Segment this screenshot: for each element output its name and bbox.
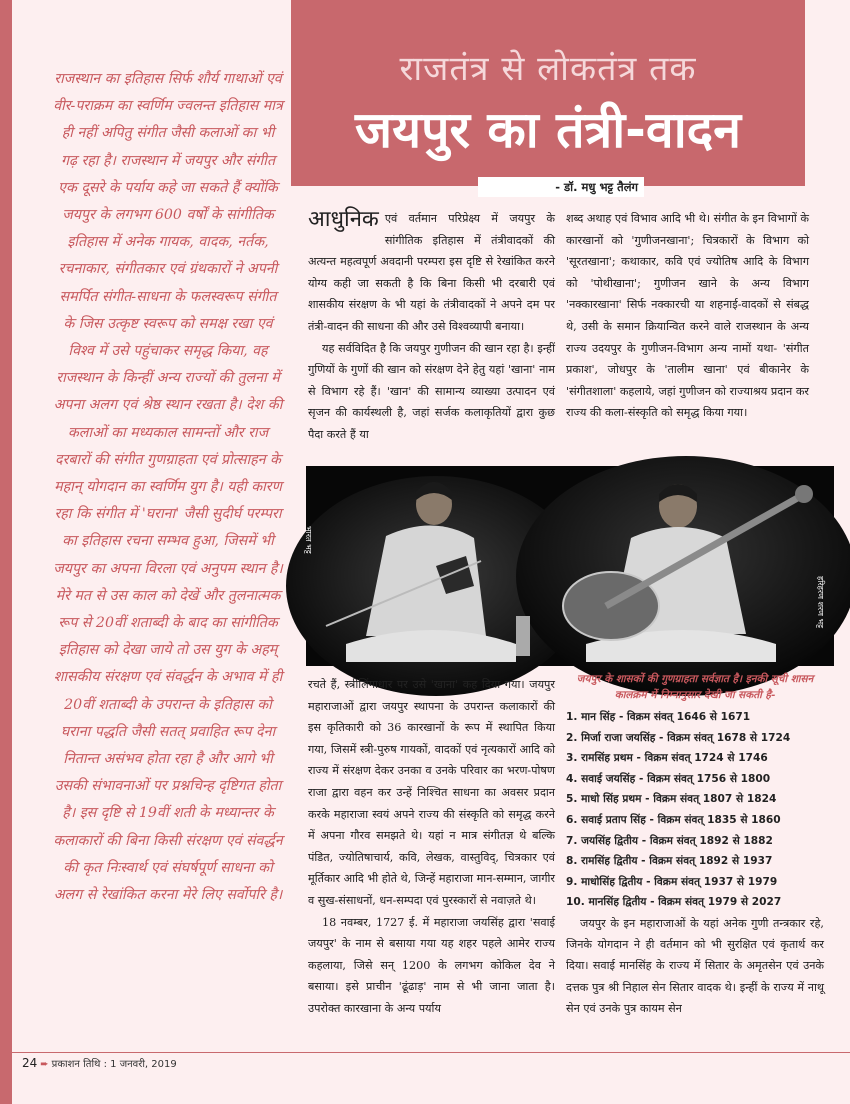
rulers-list	[566, 707, 824, 913]
page-footer	[22, 1056, 177, 1070]
list-item: 9. माधोसिंह द्वितीय - विक्रम संवत् 1937 से 1979	[566, 875, 778, 888]
closing-text	[566, 913, 824, 1019]
paragraph	[308, 208, 555, 338]
photo-credit-left: भारत भट्ट	[304, 526, 313, 554]
footer-rule	[0, 1052, 850, 1053]
list-item: 3. रामसिंह प्रथम - विक्रम संवत् 1724 से 1746	[566, 752, 768, 765]
water-bottle	[516, 616, 530, 656]
list-item: 5. माधो सिंह प्रथम - विक्रम संवत् 1807 से 1824	[566, 793, 777, 806]
left-pull-column: राजस्थान का इतिहास सिर्फ शौर्य गाथाओं एवं वीर-पराक्रम का स्वर्णिम ज्वलन्त इतिहास मात्र ही नहीं अपितु संगीत जैसी कलाओं का भी गढ़ रहा है। राजस्थान में जयपुर और संगीत एक दूसरे के पर्याय कहे जा सकते हैं क्योंकि जयपुर के लगभग 600 वर्षों के सांगीतिक इतिहास में अनेक गायक, वादक, नर्तक, रचनाकार, संगीतकार एवं ग्रंथकारों ने अपनी समर्पित संगीत-साधना के फलस्वरूप संगीत के जिस उत्कृष्ट स्वरूप को समक्ष रखा एवं विश्व में उसे पहुंचाकर समृद्ध किया, वह राजस्थान के किन्हीं अन्य राज्यों की तुलना में अपना अलग एवं श्रेष्ठ स्थान रखता है। देश की कलाओं का मध्यकाल सामन्तों और राज दरबारों की संगीत गुणग्राहता एवं प्रोत्साहन के महान् योगदान का स्वर्णिम युग है। यही कारण रहा कि संगीत में 'घराना' जैसी सुदीर्घ परम्परा का इतिहास रचना सम्भव हुआ, जिसमें भी जयपुर का अपना विरला एवं अनुपम स्थान है। मेरे मत से उस काल को देखें और तुलनात्मक रूप से 20वीं शताब्दी के बाद का सांगीतिक इतिहास को देखा जाये तो उस युग के अहम् शासकीय संरक्षण एवं संवर्द्धन के अभाव में ही 20वीं शताब्दी के उपरान्त के इतिहास को घराना पद्धति जैसी सतत् प्रवाहित रूप देना नितान्त असंभव होता रहा है और आगे भी उसकी संभावनाओं पर प्रश्नचिन्ह दृष्टिगत होता है। इस दृष्टि से 19वीं शती के मध्यान्तर के कलाकारों की बिना किसी संरक्षण एवं संवर्द्धन की कृत निःस्वार्थ एवं संघर्षपूर्ण साधना को अलग से रेखांकित करना मेरे लिए सर्वोपरि है।	[53, 71, 283, 904]
article-column-2	[566, 208, 809, 448]
title-banner	[291, 0, 805, 186]
paragraph: 18 नवम्बर, 1727 ई. में महाराजा जयसिंह द्वारा 'सवाई जयपुर' के नाम से बसाया गया यह शहर पहले आमेर राज्य कहलाया, जिसे सन् 1200 के लगभग कोकिल देव ने बसाया। इसे प्राचीन 'ढूंढाड़' नाम से भी जाना जाता है। उपरोक्त कारखाना के अन्य पर्याय	[308, 915, 555, 1015]
performance-photo	[306, 466, 834, 666]
article-column-4	[566, 672, 824, 1052]
article-column-1	[308, 208, 555, 448]
article-column-3	[308, 674, 555, 1050]
list-item: 6. सवाई प्रताप सिंह - विक्रम संवत् 1835 से 1860	[566, 813, 781, 826]
publication-date: प्रकाशन तिथि : 1 जनवरी, 2019	[51, 1059, 177, 1070]
headline: जयपुर का तंत्री-वादन	[355, 101, 741, 159]
list-item: 10. मानसिंह द्वितीय - विक्रम संवत् 1979 से 2027	[566, 896, 782, 909]
paragraph: यह सर्वविदित है कि जयपुर गुणीजन की खान रहा है। इन्हीं गुणियों के गुणों की खान को संरक्षण देने हेतु यहां 'खाना' नाम से विभाग रहे हैं। 'खान' की सामान्य व्याख्या उत्पादन एवं सृजन की कार्यस्थली है, जहां सर्जक कलाकृतियों द्वारा कुछ पैदा करते हैं या	[308, 341, 555, 441]
paragraph: जयपुर के इन महाराजाओं के यहां अनेक गुणी तन्त्रकार रहे, जिनके योगदान ने ही वर्तमान को भी सुरक्षित एवं कृतार्थ कर दिया। सवाई मानसिंह के राज्य में सितार के अमृतसेन एवं उनके दत्तक पुत्र श्री निहाल सेन सितार वादक थे। इन्हीं के राज्य में नाथू सेन एवं उनके पुत्र कायम सेन	[566, 916, 824, 1015]
left-accent-stripe	[0, 0, 12, 1104]
list-item: 4. सवाई जयसिंह - विक्रम संवत् 1756 से 1800	[566, 772, 771, 785]
author-byline: - डॉ. मधु भट्ट तैलंग	[478, 177, 644, 197]
page-number: 24	[22, 1056, 38, 1070]
paragraph-text: एवं वर्तमान परिप्रेक्ष्य में जयपुर के सांगीतिक इतिहास में तंत्रीवादकों की अत्यन्त महत्वपूर्ण अवदानी परम्परा इस दृष्टि से रेखांकित करने योग्य कही जा सकती है कि बिना किसी भी दरबारी एवं शासकीय संरक्षण के भी यहां के तंत्रीवादकों ने अपने दम पर तंत्री-वादन की साधना की और उसे विश्वव्यापी बनाया।	[308, 212, 555, 333]
list-item: 1. मान सिंह - विक्रम संवत् 1646 से 1671	[566, 711, 751, 723]
photo-credit-right: हरिहरण शरण भट्ट	[816, 576, 825, 629]
drop-word: आधुनिक	[308, 207, 379, 232]
list-item: 2. मिर्जा राजा जयसिंह - विक्रम संवत् 1678 से 1724	[566, 731, 791, 744]
list-item: 7. जयसिंह द्वितीय - विक्रम संवत् 1892 से 1882	[566, 834, 773, 847]
paragraph: रचते हैं, स्त्रीलिंगाधार पर उसे 'खाना' कह दिया गया। जयपुर महाराजाओं द्वारा जयपुर स्थापना के उपरान्त कलाकारों की इस कृतिकारी को 36 कारखानों के रूप में स्थापित किया गया, जिसमें स्त्री-पुरुष गायकों, वादकों एवं नृत्यकारों आदि को राज्य में संरक्षण देकर उनका व उनके परिवार का भरण-पोषण राजा द्वारा वहन कर उन्हें निश्चित साधना का अवसर प्रदान करके महाराजा स्वयं अपने राज्य की संस्कृति को समृद्ध करने में अपना गौरव समझते थे। यहां न मात्र संगीतज्ञ थे बल्कि पंडित, ज्योतिषाचार्य, कवि, लेखक, वास्तुविद्, चित्रकार एवं मूर्तिकार आदि भी होते थे, जिन्हें महाराजा मान-सम्मान, जागीर व सुख-संसाधनों, धन-सम्पदा एवं पुरस्कारों से नवाज़ते थे।	[308, 678, 555, 907]
list-item: 8. रामसिंह द्वितीय - विक्रम संवत् 1892 से 1937	[566, 855, 773, 868]
kicker-title: राजतंत्र से लोकतंत्र तक	[399, 49, 697, 89]
paragraph: शब्द अथाह एवं विभाव आदि भी थे। संगीत के इन विभागों के कारखानों को 'गुणीजनखाना'; चित्रकारों के विभाग को 'सूरतखाना'; कथाकार, कवि एवं ज्योतिष आदि के विभाग को 'पोथीखाना'; गुणीजन खाने के अन्य विभाग 'नक्कारखाना' सिर्फ नक्कारची या शहनाई-वादकों से संबद्ध थे, उसी के समान क्रियान्वित करने वाले राजस्थान के अन्य राज्य उदयपुर के गुणीजन-विभाग अन्य नामों यथा- 'संगीत प्रकाश', जोधपुर के 'तालीम खाना' एवं बीकानेर के 'संगीतशाला' कहलाये, जहां गुणीजन को राज्याश्रय प्रदान कर राज्य की कला-संस्कृति को समृद्ध किया गया।	[566, 212, 809, 420]
rulers-intro: जयपुर के शासकों की गुणग्राहता सर्वज्ञात है। इनकी सूची शासन कालक्रम में निम्नानुसार देखी जा सकती है-	[576, 673, 814, 701]
musicians-illustration	[306, 466, 834, 666]
arrow-icon: ➨	[40, 1059, 49, 1070]
